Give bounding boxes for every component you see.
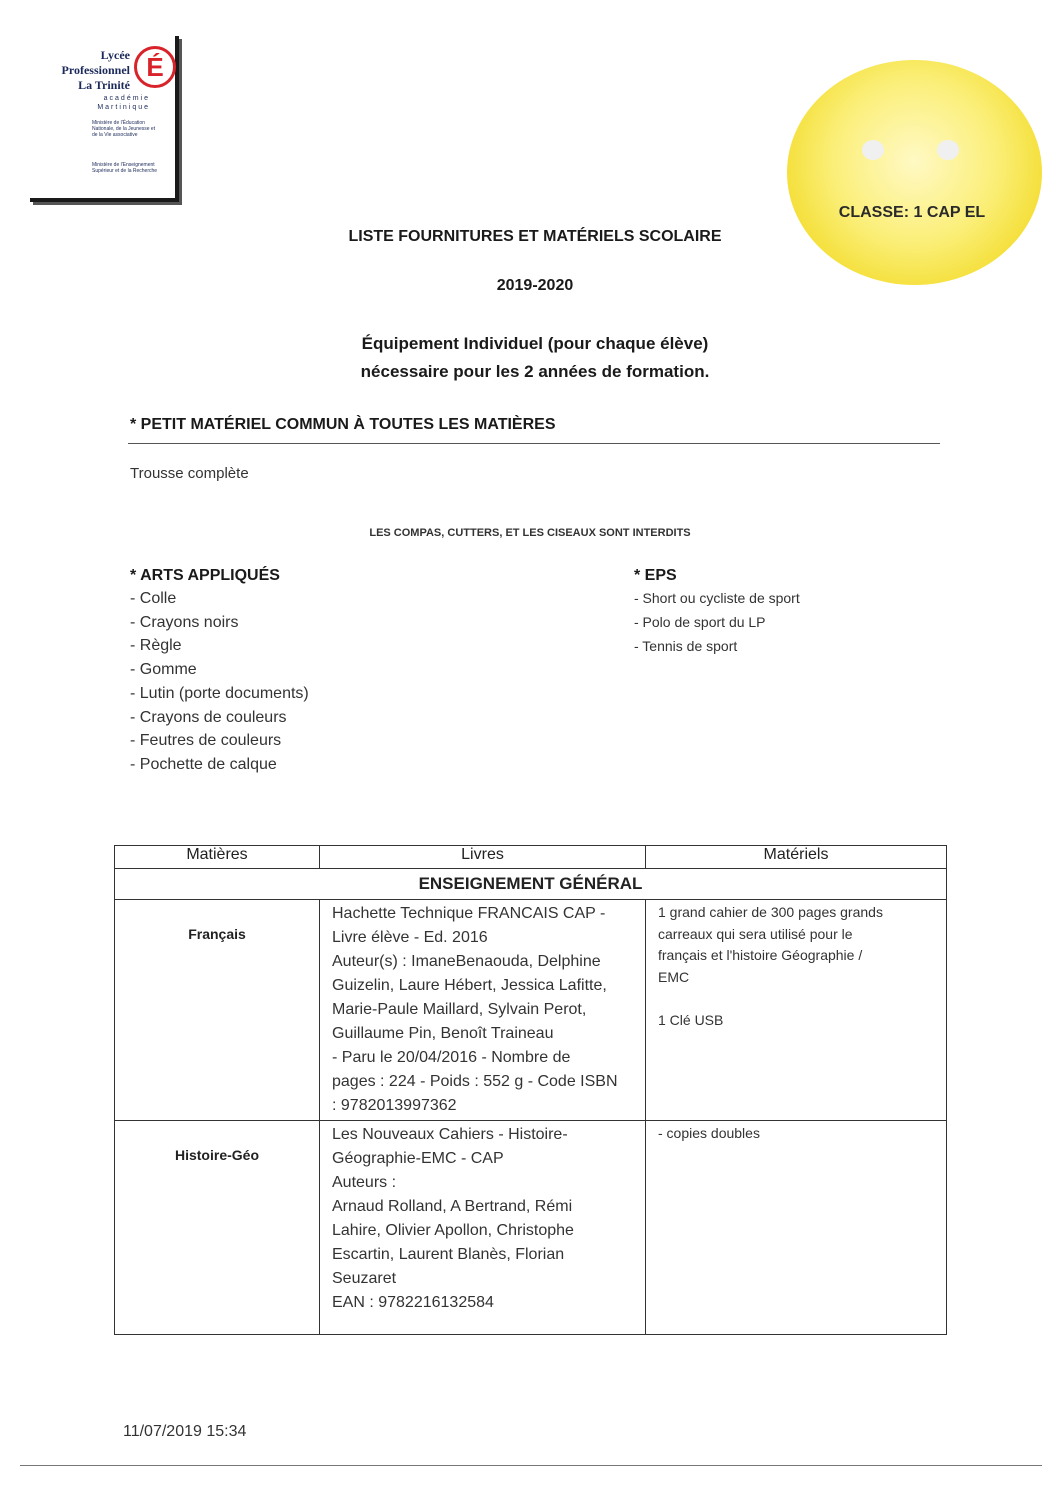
logo-school-line2: La Trinité	[78, 78, 130, 92]
books-text: Les Nouveaux Cahiers - Histoire- Géographie-EMC - CAP Auteurs : Arnaud Rolland, A Bertrand, Rémi Lahire, Olivier Apollon, Christophe Escartin, Laurent Blanès, Florian Seuzaret EAN : 9782216132584	[332, 1126, 574, 1311]
class-label: CLASSE: 1 CAP EL	[838, 204, 986, 221]
table-row	[115, 900, 947, 1121]
list-item: - Gomme	[130, 661, 197, 679]
print-timestamp: 11/07/2019 15:34	[123, 1423, 247, 1440]
subject-cell: Histoire-Géo	[115, 1121, 320, 1335]
subject-cell: Français	[115, 900, 320, 1121]
supplies-table	[114, 845, 947, 1335]
logo-academie	[50, 94, 150, 112]
common-section-heading: * PETIT MATÉRIEL COMMUN À TOUTES LES MATIÈRES	[130, 416, 556, 433]
list-item: - Polo de sport du LP	[634, 614, 766, 630]
table-header-row	[115, 846, 947, 869]
materials-cell	[646, 1121, 947, 1335]
table-section-row	[115, 869, 947, 900]
header-materiels: Matériels	[646, 846, 947, 869]
list-item: - Pochette de calque	[130, 755, 277, 773]
logo-ministry1: Ministère de l'Éducation Nationale, de la Jeunesse et de la Vie associative	[92, 120, 156, 138]
eps-list	[634, 586, 800, 658]
school-year: 2019-2020	[496, 277, 574, 294]
arts-section	[130, 567, 309, 777]
list-item: - Short ou cycliste de sport	[634, 590, 800, 606]
forbidden-notice: LES COMPAS, CUTTERS, ET LES CISEAUX SONT INTERDITS	[369, 527, 691, 539]
smiley-badge	[787, 60, 1042, 285]
logo-school-line1: Lycée Professionnel	[61, 48, 130, 77]
logo-academie-label: académie	[103, 95, 150, 102]
subtitle-line1: Équipement Individuel (pour chaque élève)	[361, 334, 709, 353]
books-cell	[320, 900, 646, 1121]
logo-ministry2: Ministère de l'Enseignement Supérieur et de la Recherche	[92, 162, 158, 174]
list-item: - Colle	[130, 590, 177, 607]
smiley-right-eye	[937, 140, 959, 160]
logo-e-icon: É	[134, 46, 176, 88]
smiley-left-eye	[862, 140, 884, 160]
subtitle-line2: nécessaire pour les 2 années de formation.	[360, 362, 710, 381]
page-title: LISTE FOURNITURES ET MATÉRIELS SCOLAIRE	[348, 228, 722, 245]
materials-text: - copies doubles	[658, 1125, 760, 1141]
table-row	[115, 1121, 947, 1335]
list-item: - Règle	[130, 637, 182, 655]
books-cell	[320, 1121, 646, 1335]
section-enseignement-general: ENSEIGNEMENT GÉNÉRAL	[115, 869, 947, 900]
school-logo	[30, 36, 179, 202]
footer-divider	[20, 1465, 1042, 1466]
materials-cell	[646, 900, 947, 1121]
subtitle	[230, 330, 840, 386]
logo-school-name	[30, 48, 130, 93]
section-divider	[128, 443, 940, 444]
header-livres: Livres	[320, 846, 646, 869]
list-item: - Tennis de sport	[634, 638, 738, 654]
list-item: - Crayons de couleurs	[130, 708, 287, 726]
eps-section	[634, 567, 800, 658]
logo-region: Martinique	[97, 104, 150, 111]
books-text: Hachette Technique FRANCAIS CAP - Livre élève - Ed. 2016 Auteur(s) : ImaneBenaouda, Delphine Guizelin, Laure Hébert, Jessica Lafitte, Marie-Paule Maillard, Sylvain Perot, Guillaume Pin, Benoît Traineau - Paru le 20/04/2016 - Nombre de pages : 224 - Poids : 552 g - Code ISBN : 9782013997362	[332, 905, 618, 1114]
header-matieres: Matières	[115, 846, 320, 869]
list-item: - Crayons noirs	[130, 613, 239, 631]
arts-list	[130, 587, 309, 777]
eps-heading: * EPS	[634, 567, 677, 584]
list-item: - Lutin (porte documents)	[130, 684, 309, 702]
trousse-item: Trousse complète	[130, 465, 249, 482]
arts-heading: * ARTS APPLIQUÉS	[130, 567, 280, 584]
materials-text: 1 grand cahier de 300 pages grands carreaux qui sera utilisé pour le français et l'histoire Géographie / EMC 1 Clé USB	[658, 904, 883, 1028]
list-item: - Feutres de couleurs	[130, 732, 282, 750]
